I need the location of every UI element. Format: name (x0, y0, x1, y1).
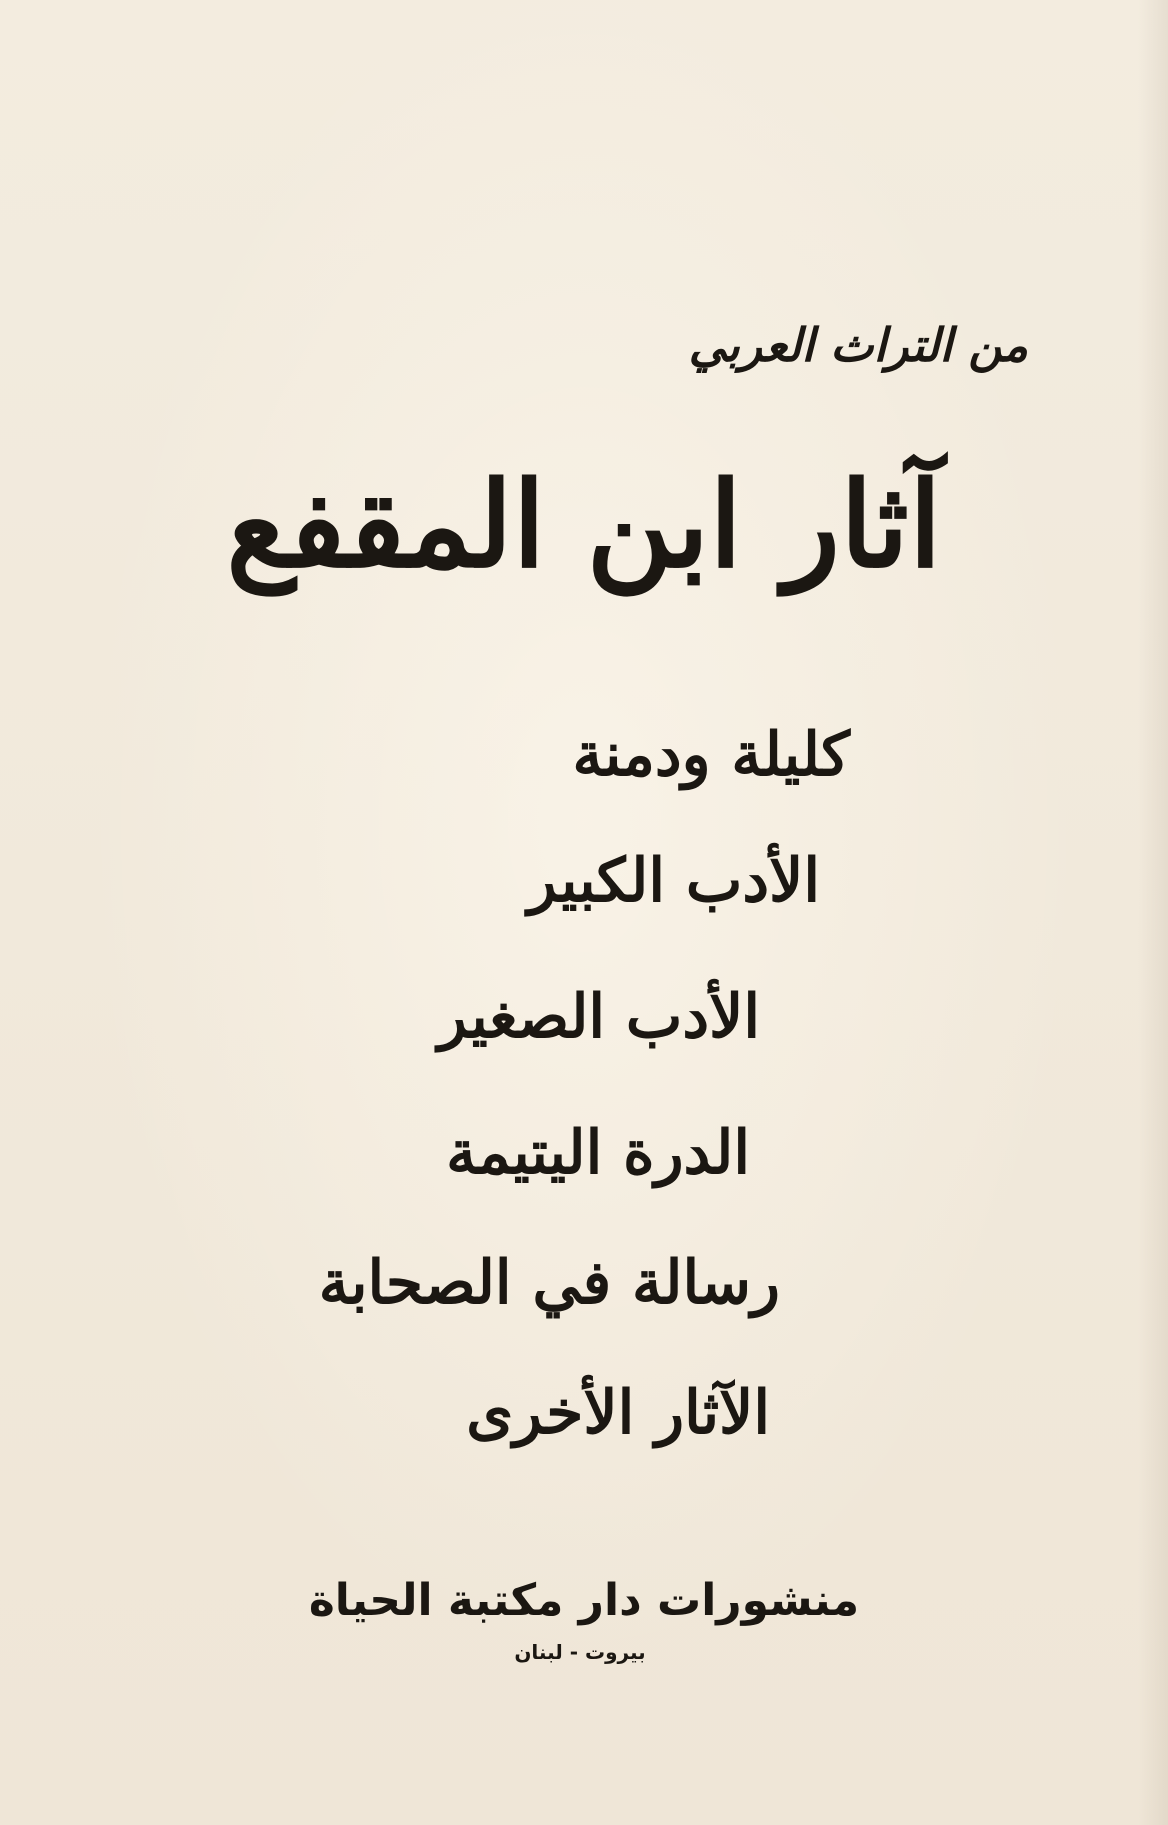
contents-item: الأدب الكبير (527, 846, 820, 916)
contents-item: رسالة في الصحابة (318, 1248, 780, 1318)
publisher-place: بيروت - لبنان (514, 1640, 646, 1664)
series-heading: من التراث العربي (688, 318, 1028, 372)
page-edge-shadow (1138, 0, 1168, 1825)
publisher-name: منشورات دار مكتبة الحياة (308, 1575, 860, 1626)
contents-item: كليلة ودمنة (572, 720, 850, 790)
contents-item: الدرة اليتيمة (446, 1118, 750, 1188)
contents-item: الآثار الأخرى (466, 1378, 770, 1448)
book-title: آثار ابن المقفع (226, 455, 942, 594)
contents-item: الأدب الصغير (437, 982, 760, 1052)
